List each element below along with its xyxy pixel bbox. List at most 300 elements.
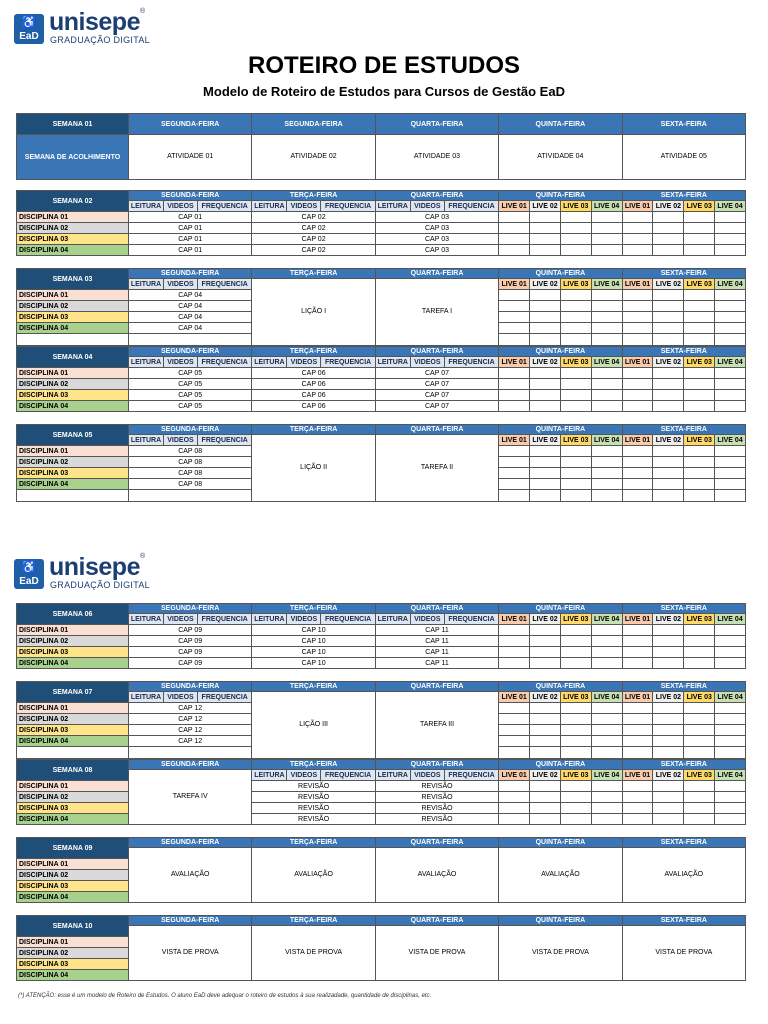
cap-cell: CAP 07: [375, 390, 498, 401]
empty-cell: [530, 803, 561, 814]
empty-cell: [684, 803, 715, 814]
empty-cell: [622, 781, 653, 792]
full-cell: AVALIAÇÃO: [622, 848, 745, 903]
empty-cell: [591, 379, 622, 390]
empty-cell: [499, 781, 530, 792]
day-header: SEGUNDA-FEIRA: [129, 604, 252, 614]
empty-cell: [715, 334, 746, 346]
empty-cell: [715, 368, 746, 379]
live-header: LIVE 01: [622, 357, 653, 368]
cap-cell: CAP 06: [252, 379, 375, 390]
empty-cell: [560, 323, 591, 334]
week-table: [16, 190, 746, 256]
sub-column-header: VIDEOS: [164, 692, 198, 703]
empty-cell: [499, 245, 530, 256]
empty-cell: [684, 323, 715, 334]
live-header: LIVE 04: [591, 435, 622, 446]
sub-column-header: FREQUENCIA: [321, 614, 375, 625]
empty-cell: [560, 301, 591, 312]
day-header: SEXTA-FEIRA: [622, 269, 745, 279]
empty-cell: [591, 245, 622, 256]
empty-cell: [560, 636, 591, 647]
sub-column-header: FREQUENCIA: [198, 201, 252, 212]
live-header: LIVE 03: [684, 614, 715, 625]
live-header: LIVE 01: [499, 357, 530, 368]
full-cell: AVALIAÇÃO: [499, 848, 622, 903]
cap-cell: CAP 08: [129, 479, 252, 490]
empty-cell: [591, 223, 622, 234]
empty-cell: [560, 312, 591, 323]
empty-cell: [499, 446, 530, 457]
week-label: SEMANA 09: [17, 838, 129, 859]
day-header: QUARTA-FEIRA: [375, 269, 498, 279]
empty-cell: [591, 803, 622, 814]
cap-cell: CAP 08: [129, 457, 252, 468]
tarefa-cell: TAREFA III: [375, 692, 498, 759]
empty-cell: [653, 223, 684, 234]
disciplina-label: DISCIPLINA 03: [17, 468, 129, 479]
empty-cell: [530, 446, 561, 457]
empty-cell: [499, 368, 530, 379]
disciplina-label: DISCIPLINA 02: [17, 636, 129, 647]
disciplina-label: DISCIPLINA 02: [17, 223, 129, 234]
empty-cell: [622, 792, 653, 803]
empty-cell: [560, 658, 591, 669]
week-table: [16, 837, 746, 903]
disciplina-label: DISCIPLINA 04: [17, 245, 129, 256]
live-header: LIVE 04: [591, 692, 622, 703]
empty-cell: [653, 323, 684, 334]
empty-cell: [530, 658, 561, 669]
empty-cell: [530, 814, 561, 825]
empty-cell: [715, 212, 746, 223]
day-header: QUARTA-FEIRA: [375, 347, 498, 357]
day-header: QUINTA-FEIRA: [499, 425, 622, 435]
empty-cell: [653, 625, 684, 636]
empty-cell: [560, 334, 591, 346]
live-header: LIVE 03: [560, 692, 591, 703]
cap-cell: CAP 02: [252, 212, 375, 223]
empty-cell: [499, 390, 530, 401]
disciplina-label: DISCIPLINA 03: [17, 959, 129, 970]
cap-cell: CAP 12: [129, 703, 252, 714]
empty-cell: [591, 401, 622, 412]
activity-cell: ATIVIDADE 04: [499, 135, 622, 180]
disciplina-label: DISCIPLINA 04: [17, 970, 129, 981]
empty-cell: [715, 312, 746, 323]
empty-cell: [499, 401, 530, 412]
empty-cell: [499, 814, 530, 825]
empty-cell: [591, 390, 622, 401]
live-header: LIVE 01: [622, 770, 653, 781]
disciplina-label: DISCIPLINA 01: [17, 368, 129, 379]
disciplina-label: DISCIPLINA 04: [17, 401, 129, 412]
live-header: LIVE 02: [530, 692, 561, 703]
live-header: LIVE 02: [653, 692, 684, 703]
empty-cell: [684, 401, 715, 412]
licao-cell: LIÇÃO III: [252, 692, 375, 759]
empty-cell: [560, 714, 591, 725]
day-header: QUINTA-FEIRA: [499, 114, 622, 135]
day-header: TERÇA-FEIRA: [252, 682, 375, 692]
day-header: QUINTA-FEIRA: [499, 916, 622, 926]
empty-cell: [530, 703, 561, 714]
sub-column-header: FREQUENCIA: [198, 692, 252, 703]
empty-cell: [653, 781, 684, 792]
revisao-cell: REVISÃO: [252, 814, 375, 825]
sub-column-header: LEITURA: [252, 357, 287, 368]
empty-cell: [530, 379, 561, 390]
empty-cell: [499, 736, 530, 747]
week-label: SEMANA 10: [17, 916, 129, 937]
sub-column-header: VIDEOS: [287, 357, 321, 368]
day-header: QUARTA-FEIRA: [375, 916, 498, 926]
empty-cell: [622, 747, 653, 759]
empty-cell: [591, 792, 622, 803]
logo-badge-text: EaD: [19, 31, 39, 42]
disciplina-label: DISCIPLINA 01: [17, 212, 129, 223]
empty-cell: [560, 234, 591, 245]
revisao-cell: REVISÃO: [375, 814, 498, 825]
disciplina-label: DISCIPLINA 03: [17, 803, 129, 814]
sub-column-header: LEITURA: [252, 201, 287, 212]
empty-cell: [530, 290, 561, 301]
empty-cell: [560, 245, 591, 256]
tarefa-cell: TAREFA I: [375, 279, 498, 346]
live-header: LIVE 01: [499, 279, 530, 290]
live-header: LIVE 03: [684, 357, 715, 368]
live-header: LIVE 02: [530, 279, 561, 290]
disciplina-label: DISCIPLINA 01: [17, 781, 129, 792]
empty-cell: [591, 457, 622, 468]
empty-cell: [684, 479, 715, 490]
empty-cell: [591, 658, 622, 669]
empty-cell: [715, 803, 746, 814]
empty-cell: [622, 379, 653, 390]
empty-cell: [129, 334, 252, 346]
day-header: SEXTA-FEIRA: [622, 916, 745, 926]
full-cell: VISTA DE PROVA: [252, 926, 375, 981]
logo-subtitle: GRADUAÇÃO DIGITAL: [50, 35, 150, 45]
empty-cell: [653, 714, 684, 725]
cap-cell: CAP 11: [375, 636, 498, 647]
cap-cell: CAP 10: [252, 658, 375, 669]
empty-cell: [684, 457, 715, 468]
empty-cell: [653, 803, 684, 814]
day-header: TERÇA-FEIRA: [252, 760, 375, 770]
sub-column-header: FREQUENCIA: [444, 201, 498, 212]
revisao-cell: REVISÃO: [375, 792, 498, 803]
live-header: LIVE 01: [499, 435, 530, 446]
sub-column-header: VIDEOS: [410, 614, 444, 625]
empty-cell: [653, 368, 684, 379]
cap-cell: CAP 07: [375, 401, 498, 412]
sub-column-header: FREQUENCIA: [444, 614, 498, 625]
live-header: LIVE 03: [560, 435, 591, 446]
day-header: QUARTA-FEIRA: [375, 191, 498, 201]
live-header: LIVE 01: [622, 614, 653, 625]
empty-cell: [499, 725, 530, 736]
empty-cell: [499, 212, 530, 223]
empty-cell: [684, 714, 715, 725]
empty-cell: [530, 212, 561, 223]
day-header: SEGUNDA-FEIRA: [129, 425, 252, 435]
empty-cell: [653, 234, 684, 245]
empty-cell: [684, 334, 715, 346]
live-header: LIVE 02: [530, 614, 561, 625]
empty-cell: [653, 334, 684, 346]
page-title: ROTEIRO DE ESTUDOS: [247, 52, 521, 79]
empty-cell: [684, 223, 715, 234]
day-header: TERÇA-FEIRA: [252, 916, 375, 926]
cap-cell: CAP 02: [252, 234, 375, 245]
empty-cell: [17, 747, 129, 759]
sub-column-header: LEITURA: [129, 435, 164, 446]
empty-cell: [715, 736, 746, 747]
empty-cell: [715, 781, 746, 792]
week-table: [16, 759, 746, 825]
empty-cell: [684, 301, 715, 312]
empty-cell: [684, 725, 715, 736]
empty-cell: [499, 479, 530, 490]
empty-cell: [530, 479, 561, 490]
empty-cell: [684, 814, 715, 825]
cap-cell: CAP 01: [129, 245, 252, 256]
empty-cell: [560, 446, 591, 457]
empty-cell: [129, 747, 252, 759]
empty-cell: [591, 290, 622, 301]
live-header: LIVE 04: [591, 279, 622, 290]
live-header: LIVE 04: [715, 614, 746, 625]
revisao-cell: REVISÃO: [375, 803, 498, 814]
cap-cell: CAP 09: [129, 658, 252, 669]
sub-column-header: VIDEOS: [410, 770, 444, 781]
tarefa-cell: TAREFA IV: [129, 770, 252, 825]
revisao-cell: REVISÃO: [252, 803, 375, 814]
day-header: SEGUNDA-FEIRA: [129, 682, 252, 692]
sub-column-header: LEITURA: [252, 614, 287, 625]
disciplina-label: DISCIPLINA 04: [17, 323, 129, 334]
cap-cell: CAP 03: [375, 234, 498, 245]
empty-cell: [653, 390, 684, 401]
sub-column-header: VIDEOS: [164, 614, 198, 625]
empty-cell: [530, 223, 561, 234]
activity-cell: ATIVIDADE 01: [129, 135, 252, 180]
live-header: LIVE 02: [530, 770, 561, 781]
empty-cell: [715, 792, 746, 803]
disciplina-label: DISCIPLINA 03: [17, 725, 129, 736]
empty-cell: [715, 703, 746, 714]
wheelchair-icon: ♿: [21, 560, 37, 574]
empty-cell: [560, 479, 591, 490]
disciplina-label: DISCIPLINA 01: [17, 859, 129, 870]
sub-column-header: FREQUENCIA: [321, 357, 375, 368]
day-header: SEXTA-FEIRA: [622, 114, 745, 135]
week-label: SEMANA 08: [17, 760, 129, 781]
empty-cell: [622, 401, 653, 412]
empty-cell: [653, 647, 684, 658]
cap-cell: CAP 04: [129, 312, 252, 323]
empty-cell: [560, 468, 591, 479]
empty-cell: [622, 323, 653, 334]
live-header: LIVE 02: [653, 614, 684, 625]
live-header: LIVE 04: [591, 357, 622, 368]
empty-cell: [622, 334, 653, 346]
empty-cell: [560, 647, 591, 658]
logo-badge-text: EaD: [19, 576, 39, 587]
empty-cell: [499, 625, 530, 636]
empty-cell: [684, 234, 715, 245]
empty-cell: [622, 647, 653, 658]
empty-cell: [622, 212, 653, 223]
empty-cell: [499, 323, 530, 334]
cap-cell: CAP 01: [129, 212, 252, 223]
sub-column-header: FREQUENCIA: [198, 614, 252, 625]
empty-cell: [622, 468, 653, 479]
week-table: [16, 915, 746, 981]
logo-brand: unisepe®: [49, 8, 145, 36]
empty-cell: [684, 490, 715, 502]
empty-cell: [622, 703, 653, 714]
sub-column-header: VIDEOS: [164, 201, 198, 212]
sub-column-header: LEITURA: [129, 279, 164, 290]
live-header: LIVE 02: [653, 279, 684, 290]
live-header: LIVE 03: [684, 279, 715, 290]
sub-column-header: VIDEOS: [287, 770, 321, 781]
live-header: LIVE 02: [653, 201, 684, 212]
day-header: QUINTA-FEIRA: [499, 682, 622, 692]
empty-cell: [530, 457, 561, 468]
empty-cell: [560, 814, 591, 825]
full-cell: VISTA DE PROVA: [622, 926, 745, 981]
empty-cell: [499, 490, 530, 502]
empty-cell: [653, 245, 684, 256]
day-header: SEXTA-FEIRA: [622, 347, 745, 357]
disciplina-label: DISCIPLINA 02: [17, 457, 129, 468]
day-header: QUARTA-FEIRA: [375, 114, 498, 135]
empty-cell: [530, 245, 561, 256]
day-header: TERÇA-FEIRA: [252, 425, 375, 435]
cap-cell: CAP 09: [129, 647, 252, 658]
empty-cell: [715, 468, 746, 479]
empty-cell: [591, 212, 622, 223]
live-header: LIVE 01: [499, 770, 530, 781]
empty-cell: [684, 245, 715, 256]
cap-cell: CAP 08: [129, 446, 252, 457]
empty-cell: [622, 234, 653, 245]
cap-cell: CAP 11: [375, 625, 498, 636]
empty-cell: [622, 625, 653, 636]
empty-cell: [499, 747, 530, 759]
logo-top: [14, 8, 154, 46]
sub-column-header: LEITURA: [375, 357, 410, 368]
empty-cell: [715, 379, 746, 390]
sub-column-header: VIDEOS: [164, 435, 198, 446]
live-header: LIVE 04: [591, 770, 622, 781]
live-header: LIVE 01: [622, 435, 653, 446]
disciplina-label: DISCIPLINA 04: [17, 814, 129, 825]
cap-cell: CAP 01: [129, 223, 252, 234]
empty-cell: [684, 468, 715, 479]
empty-cell: [499, 647, 530, 658]
disciplina-label: DISCIPLINA 01: [17, 290, 129, 301]
day-header: QUARTA-FEIRA: [375, 838, 498, 848]
wheelchair-icon: ♿: [21, 15, 37, 29]
day-header: QUARTA-FEIRA: [375, 604, 498, 614]
empty-cell: [499, 792, 530, 803]
empty-cell: [653, 725, 684, 736]
sub-column-header: FREQUENCIA: [198, 357, 252, 368]
empty-cell: [560, 792, 591, 803]
empty-cell: [715, 301, 746, 312]
empty-cell: [560, 781, 591, 792]
empty-cell: [622, 223, 653, 234]
empty-cell: [530, 781, 561, 792]
live-header: LIVE 03: [684, 770, 715, 781]
empty-cell: [622, 245, 653, 256]
live-header: LIVE 02: [653, 435, 684, 446]
empty-cell: [622, 725, 653, 736]
sub-column-header: VIDEOS: [287, 614, 321, 625]
empty-cell: [499, 468, 530, 479]
empty-cell: [499, 636, 530, 647]
empty-cell: [591, 368, 622, 379]
logo-bottom: [14, 553, 154, 591]
empty-cell: [560, 223, 591, 234]
empty-cell: [622, 714, 653, 725]
empty-cell: [530, 301, 561, 312]
empty-cell: [684, 658, 715, 669]
week-table: [16, 268, 746, 346]
empty-cell: [591, 234, 622, 245]
cap-cell: CAP 01: [129, 234, 252, 245]
day-header: QUINTA-FEIRA: [499, 838, 622, 848]
empty-cell: [715, 658, 746, 669]
disciplina-label: DISCIPLINA 02: [17, 301, 129, 312]
disciplina-label: DISCIPLINA 02: [17, 714, 129, 725]
row-label: SEMANA DE ACOLHIMENTO: [17, 135, 129, 180]
empty-cell: [715, 490, 746, 502]
empty-cell: [715, 446, 746, 457]
empty-cell: [653, 490, 684, 502]
empty-cell: [653, 636, 684, 647]
empty-cell: [684, 212, 715, 223]
empty-cell: [560, 703, 591, 714]
day-header: TERÇA-FEIRA: [252, 191, 375, 201]
empty-cell: [591, 323, 622, 334]
week-label: SEMANA 03: [17, 269, 129, 290]
empty-cell: [715, 223, 746, 234]
live-header: LIVE 01: [622, 201, 653, 212]
empty-cell: [530, 323, 561, 334]
empty-cell: [684, 647, 715, 658]
live-header: LIVE 03: [560, 614, 591, 625]
live-header: LIVE 03: [560, 770, 591, 781]
disciplina-label: DISCIPLINA 04: [17, 892, 129, 903]
cap-cell: CAP 04: [129, 301, 252, 312]
empty-cell: [684, 368, 715, 379]
empty-cell: [591, 714, 622, 725]
empty-cell: [622, 390, 653, 401]
empty-cell: [653, 446, 684, 457]
live-header: LIVE 03: [560, 357, 591, 368]
live-header: LIVE 04: [591, 614, 622, 625]
empty-cell: [653, 747, 684, 759]
full-cell: AVALIAÇÃO: [375, 848, 498, 903]
empty-cell: [715, 479, 746, 490]
empty-cell: [591, 747, 622, 759]
disciplina-label: DISCIPLINA 04: [17, 658, 129, 669]
